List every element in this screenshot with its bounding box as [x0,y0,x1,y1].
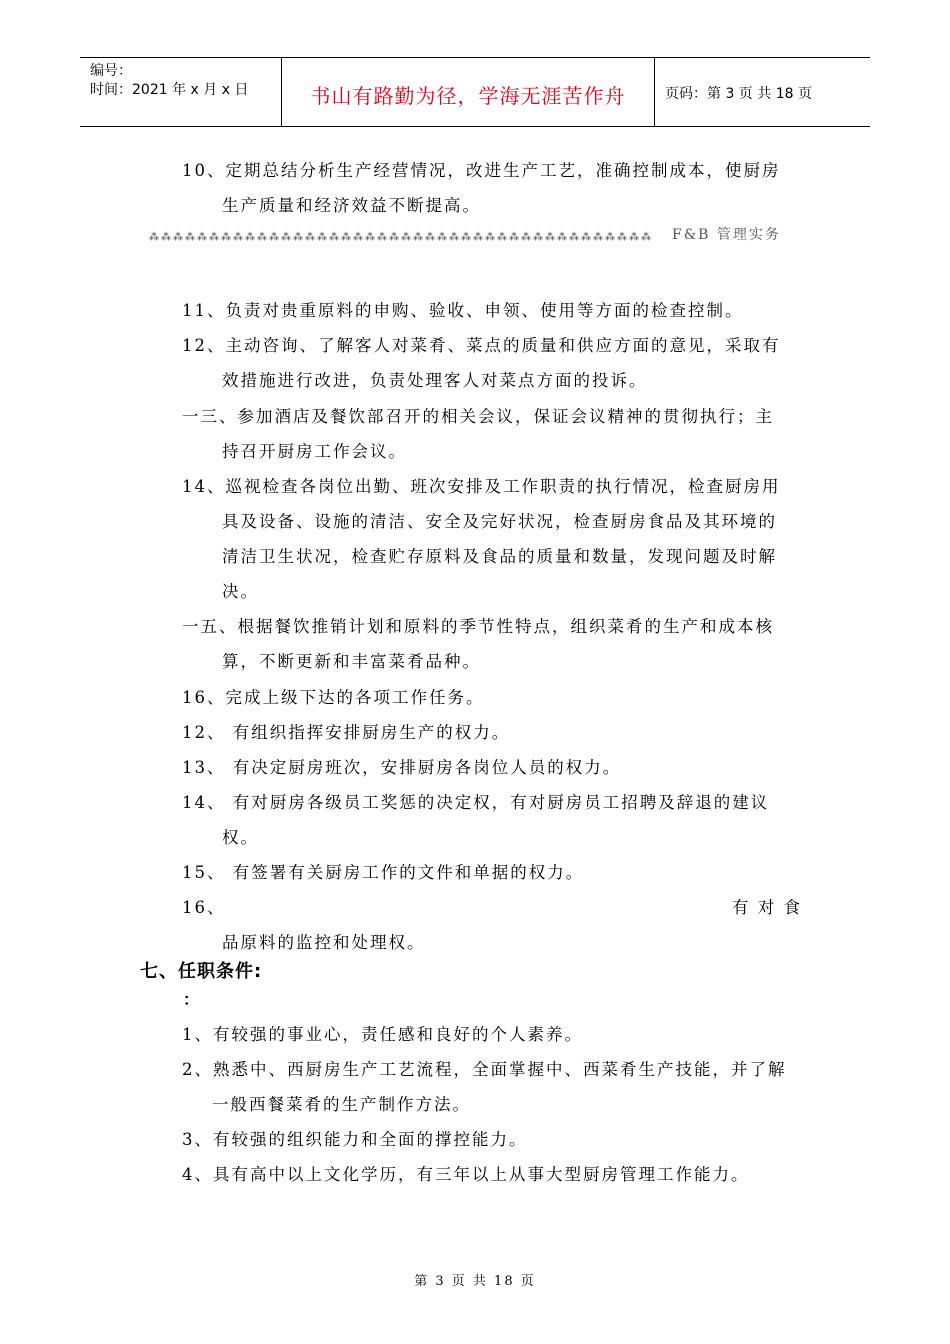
separator-glyph: ⁂ [161,232,171,243]
duty-item-12: 12、主动咨询、了解客人对菜肴、菜点的质量和供应方面的意见，采取有 [182,336,781,355]
duty-item-16: 16、完成上级下达的各项工作任务。 [182,688,485,707]
separator-glyph: ⁂ [329,232,339,243]
requirement-item-2: 2、熟悉中、西厨房生产工艺流程，全面掌握中、西菜肴生产技能，并了解 [182,1060,787,1079]
requirement-item-4: 4、具有高中以上文化学历，有三年以上从事大型厨房管理工作能力。 [182,1165,750,1184]
separator-glyph: ⁂ [401,232,411,243]
authority-item-12: 12、 有组织指挥安排厨房生产的权力。 [182,723,511,742]
header-meta-cell [80,58,282,126]
duty-item-14: 14、巡视检查各岗位出勤、班次安排及工作职责的执行情况，检查厨房用 [182,477,781,496]
authority-item-15: 15、 有签署有关厨房工作的文件和单据的权力。 [182,863,585,882]
header-motto-cell [282,58,655,126]
requirement-item-1: 1、有较强的事业心，责任感和良好的个人素养。 [182,1025,583,1044]
separator-glyph: ⁂ [509,232,519,243]
separator-glyph: ⁂ [245,232,255,243]
separator-glyph: ⁂ [545,232,555,243]
separator-glyph: ⁂ [449,232,459,243]
separator-glyph: ⁂ [317,232,327,243]
time-label: 时间：2021 年 x 月 x 日 [90,82,249,98]
authority-item-16-number: 16、 [182,898,226,917]
authority-item-13: 13、 有决定厨房班次，安排厨房各岗位人员的权力。 [182,758,622,777]
duty-item-15: 一五、根据餐饮推销计划和原料的季节性特点，组织菜肴的生产和成本核 [182,617,774,636]
separator-glyph: ⁂ [281,232,291,243]
section-colon: ： [183,990,200,1009]
duty-item-15-cont: 算，不断更新和丰富菜肴品种。 [222,652,481,671]
duty-item-13-cont: 持召开厨房工作会议。 [222,442,407,461]
duty-item-14-cont-2: 清洁卫生状况，检查贮存原料及食品的质量和数量，发现问题及时解 [222,547,777,566]
separator-glyph: ⁂ [341,232,351,243]
separator-glyph: ⁂ [617,232,627,243]
separator-glyph: ⁂ [521,232,531,243]
separator-glyph: ⁂ [473,232,483,243]
separator-glyph: ⁂ [461,232,471,243]
duty-item-14-cont-3: 决。 [222,582,259,601]
separator-glyph: ⁂ [293,232,303,243]
separator-glyph: ⁂ [197,232,207,243]
separator-glyph: ⁂ [257,232,267,243]
separator-glyph: ⁂ [413,232,423,243]
separator-glyph: ⁂ [377,232,387,243]
page-footer: 第 3 页 共 18 页 [414,1274,536,1289]
separator-glyph: ⁂ [221,232,231,243]
duty-item-10-cont: 生产质量和经济效益不断提高。 [222,196,481,215]
separator-glyph: ⁂ [209,232,219,243]
document-header [80,57,870,127]
separator-glyph: ⁂ [173,232,183,243]
separator-glyph: ⁂ [557,232,567,243]
requirement-item-2-cont: 一般西餐菜肴的生产制作方法。 [212,1095,471,1114]
separator-glyph: ⁂ [485,232,495,243]
separator-glyph: ⁂ [353,232,363,243]
separator-glyph: ⁂ [185,232,195,243]
duty-item-14-cont-1: 具及设备、设施的清洁、安全及完好状况，检查厨房食品及其环境的 [222,512,777,531]
duty-item-10: 10、定期总结分析生产经营情况，改进生产工艺，准确控制成本，使厨房 [182,161,781,180]
separator-glyph: ⁂ [569,232,579,243]
separator-glyph: ⁂ [593,232,603,243]
authority-item-16-text: 有 对 食 [732,898,802,917]
header-page-cell [655,58,870,126]
authority-item-14-cont: 权。 [222,828,259,847]
separator-glyph: ⁂ [629,232,639,243]
duty-item-11: 11、负责对贵重原料的申购、验收、申领、使用等方面的检查控制。 [182,301,744,320]
separator-label: F&B 管理实务 [672,227,781,243]
dotted-separator [148,225,658,243]
duty-item-12-cont: 效措施进行改进，负责处理客人对菜点方面的投诉。 [222,371,648,390]
separator-glyph: ⁂ [149,232,159,243]
separator-glyph: ⁂ [269,232,279,243]
motto-text: 书山有路勤为径，学海无涯苦作舟 [310,84,626,108]
separator-glyph: ⁂ [533,232,543,243]
separator-glyph: ⁂ [425,232,435,243]
separator-glyph: ⁂ [389,232,399,243]
separator-glyph: ⁂ [305,232,315,243]
separator-glyph: ⁂ [233,232,243,243]
page-info: 页码：第 3 页 共 18 页 [665,86,812,102]
number-label: 编号： [90,63,132,79]
duty-item-13: 一三、参加酒店及餐饮部召开的相关会议，保证会议精神的贯彻执行；主 [182,407,774,426]
section-title: 七、任职条件: [140,961,263,982]
separator-glyph: ⁂ [641,232,651,243]
authority-item-16-cont: 品原料的监控和处理权。 [222,933,426,952]
requirement-item-3: 3、有较强的组织能力和全面的撑控能力。 [182,1130,528,1149]
separator-glyph: ⁂ [437,232,447,243]
separator-glyph: ⁂ [365,232,375,243]
authority-item-14: 14、 有对厨房各级员工奖惩的决定权，有对厨房员工招聘及辞退的建议 [182,793,770,812]
separator-glyph: ⁂ [497,232,507,243]
separator-glyph: ⁂ [605,232,615,243]
separator-glyph: ⁂ [581,232,591,243]
